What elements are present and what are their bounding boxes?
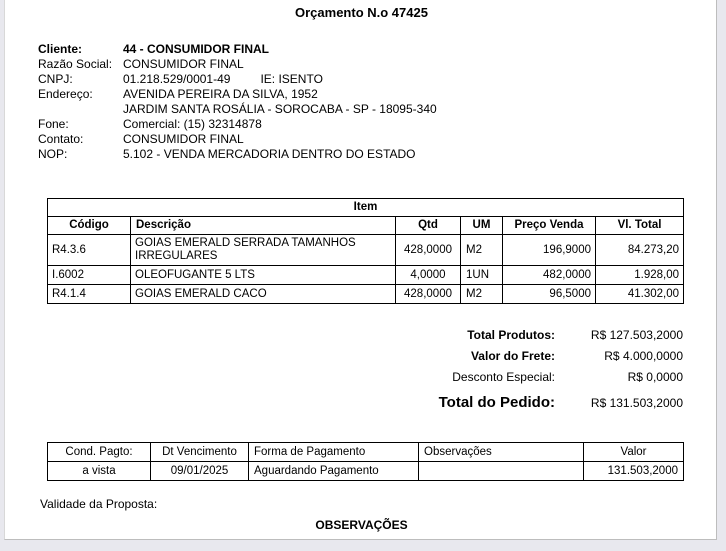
items-column-header-row	[48, 217, 684, 235]
payment-col-dt-vencimento: Dt Vencimento	[151, 443, 249, 462]
item-um: M2	[461, 235, 503, 266]
items-group-header: Item	[48, 199, 684, 217]
vertical-scrollbar-track[interactable]	[709, 0, 715, 540]
item-codigo: R4.3.6	[48, 235, 131, 266]
client-value-ie: IE: ISENTO	[260, 72, 323, 86]
item-preco: 96,5000	[503, 285, 596, 304]
table-row	[48, 285, 684, 304]
client-row-cnpj	[38, 72, 658, 87]
items-col-vl-total: Vl. Total	[596, 217, 684, 235]
payment-table	[47, 442, 684, 481]
payment-col-valor: Valor	[584, 443, 684, 462]
payment-col-cond-pagto: Cond. Pagto:	[48, 443, 151, 462]
client-row-endereco	[38, 87, 658, 102]
desconto-especial-value: R$ 0,0000	[627, 370, 683, 384]
client-value-endereco-line2: JARDIM SANTA ROSÁLIA - SOROCABA - SP - 18095-340	[123, 102, 437, 116]
page-title: Orçamento N.o 47425	[295, 5, 428, 20]
client-value-contato: CONSUMIDOR FINAL	[123, 132, 244, 146]
client-value-endereco: AVENIDA PEREIRA DA SILVA, 1952	[123, 87, 318, 101]
client-row-nop	[38, 147, 658, 162]
payment-col-observacoes: Observações	[419, 443, 584, 462]
client-value-cliente: 44 - CONSUMIDOR FINAL	[123, 42, 270, 56]
table-row	[48, 462, 684, 481]
observations-heading: OBSERVAÇÕES	[315, 518, 408, 532]
payment-cond-pagto: a vista	[48, 462, 151, 481]
client-row-contato	[38, 132, 658, 147]
item-qtd: 428,0000	[396, 235, 461, 266]
client-info-block	[38, 42, 658, 162]
client-row-razao-social	[38, 57, 658, 72]
total-pedido-label: Total do Pedido:	[438, 394, 555, 411]
payment-dt-vencimento: 09/01/2025	[151, 462, 249, 481]
totals-block	[385, 328, 683, 418]
items-col-preco-venda: Preço Venda	[503, 217, 596, 235]
payment-valor: 131.503,2000	[584, 462, 684, 481]
total-pedido-row	[385, 394, 683, 418]
total-produtos-label: Total Produtos:	[467, 328, 555, 342]
total-produtos-row	[385, 328, 683, 349]
desconto-especial-label: Desconto Especial:	[452, 370, 555, 384]
items-col-codigo: Código	[48, 217, 131, 235]
items-col-qtd: Qtd	[396, 217, 461, 235]
client-label-fone: Fone:	[38, 117, 69, 131]
item-codigo: I.6002	[48, 266, 131, 285]
valor-frete-value: R$ 4.000,0000	[604, 349, 683, 363]
item-preco: 196,9000	[503, 235, 596, 266]
client-row-endereco-line2	[38, 102, 658, 117]
document-page	[4, 0, 717, 540]
items-col-um: UM	[461, 217, 503, 235]
item-descricao: GOIAS EMERALD CACO	[131, 285, 396, 304]
payment-col-forma-pagamento: Forma de Pagamento	[249, 443, 419, 462]
client-value-razao-social: CONSUMIDOR FINAL	[123, 57, 244, 71]
item-total: 41.302,00	[596, 285, 684, 304]
item-preco: 482,0000	[503, 266, 596, 285]
item-qtd: 428,0000	[396, 285, 461, 304]
client-value-cnpj: 01.218.529/0001-49	[123, 72, 231, 86]
client-label-cnpj: CNPJ:	[38, 72, 73, 86]
table-row	[48, 235, 684, 266]
total-produtos-value: R$ 127.503,2000	[590, 328, 683, 342]
client-label-nop: NOP:	[38, 147, 68, 161]
item-um: 1UN	[461, 266, 503, 285]
payment-forma-pagamento: Aguardando Pagamento	[249, 462, 419, 481]
item-qtd: 4,0000	[396, 266, 461, 285]
table-row	[48, 266, 684, 285]
item-codigo: R4.1.4	[48, 285, 131, 304]
items-col-descricao: Descrição	[131, 217, 396, 235]
valor-frete-row	[385, 349, 683, 370]
valor-frete-label: Valor do Frete:	[470, 349, 555, 363]
client-row-fone	[38, 117, 658, 132]
desconto-especial-row	[385, 370, 683, 391]
items-group-header-row	[48, 199, 684, 217]
client-value-fone: Comercial: (15) 32314878	[123, 117, 262, 131]
client-value-nop: 5.102 - VENDA MERCADORIA DENTRO DO ESTADO	[123, 147, 416, 161]
client-label-razao-social: Razão Social:	[38, 57, 113, 71]
item-total: 1.928,00	[596, 266, 684, 285]
total-pedido-value: R$ 131.503,2000	[590, 396, 683, 410]
items-table	[47, 198, 684, 304]
payment-header-row	[48, 443, 684, 462]
validity-label: Validade da Proposta:	[40, 497, 158, 511]
item-total: 84.273,20	[596, 235, 684, 266]
client-label-contato: Contato:	[38, 132, 84, 146]
client-label-endereco: Endereço:	[38, 87, 93, 101]
item-descricao: GOIAS EMERALD SERRADA TAMANHOS IRREGULARES	[131, 235, 396, 266]
item-um: M2	[461, 285, 503, 304]
client-label-cliente: Cliente:	[38, 42, 83, 56]
item-descricao: OLEOFUGANTE 5 LTS	[131, 266, 396, 285]
payment-observacoes	[419, 462, 584, 481]
client-row-cliente	[38, 42, 658, 57]
